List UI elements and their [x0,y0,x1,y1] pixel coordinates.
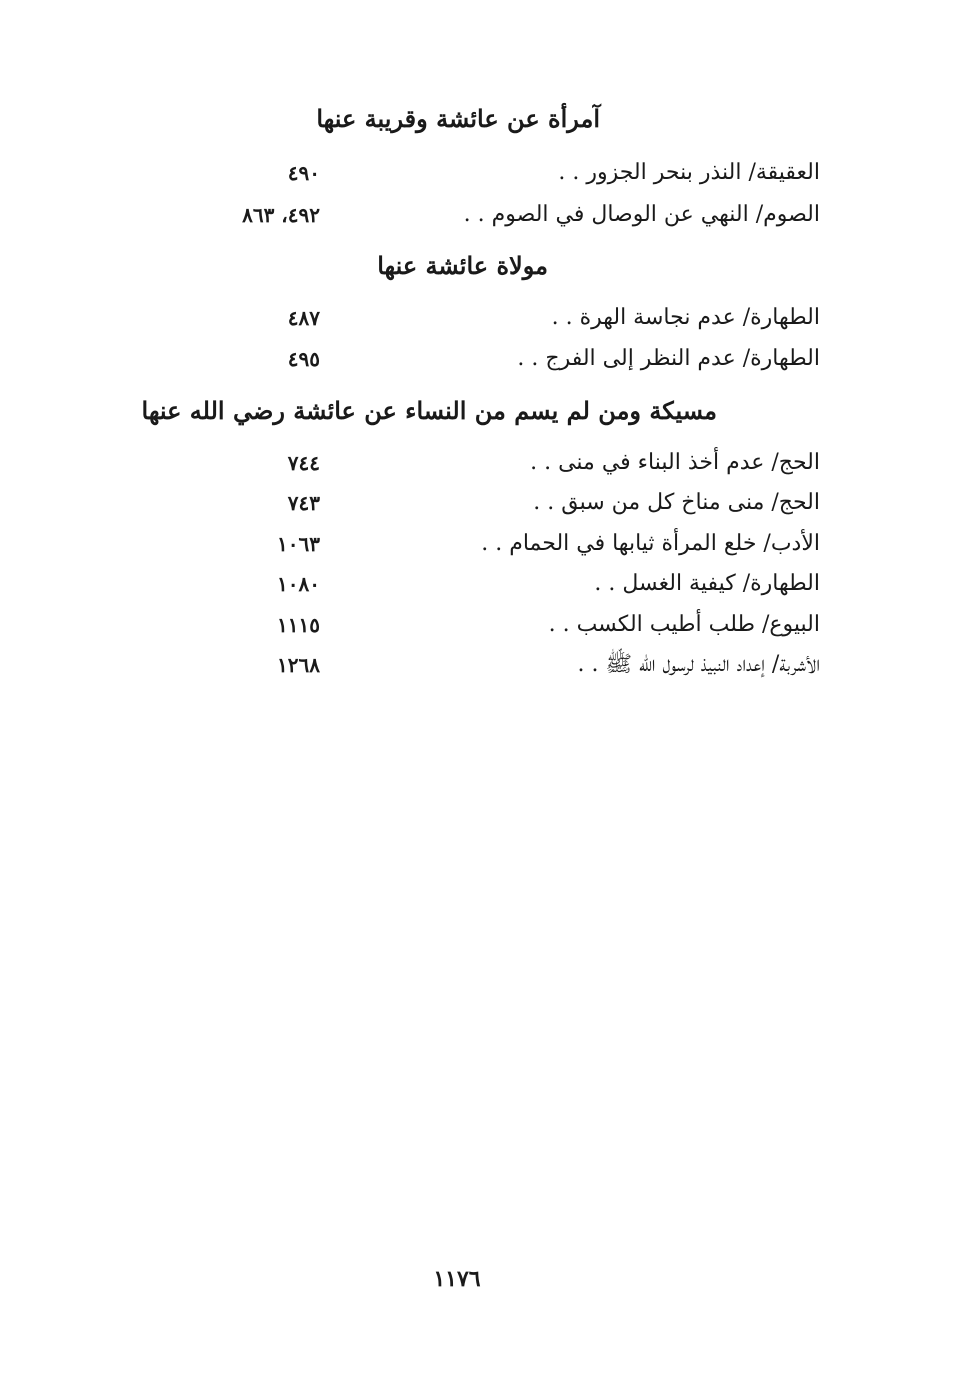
entry-page-refs: ٤٩٥ [287,347,320,371]
entry-topic: الحج/ منى مناخ كل من سبق . . [533,490,820,515]
entry-topic: الحج/ عدم أخذ البناء في منى . . [530,450,820,475]
entry-page-refs: ٧٤٤ [287,451,320,475]
entry-topic: الطهارة/ عدم نجاسة الهرة . . [551,305,820,330]
index-entry [200,485,820,521]
entry-topic: الطهارة/ كيفية الغسل . . [594,571,820,596]
entry-topic: العقيقة/ النذر بنحر الجزور . . [558,160,820,185]
index-entry [200,300,820,336]
section-heading: آمرأة عن عائشة وقريبة عنها [316,104,600,133]
index-entry [200,566,820,602]
entry-page-refs: ٤٩٢، ٨٦٣ [242,203,320,227]
entry-page-refs: ١٠٨٠ [277,572,320,596]
entry-topic: الصوم/ النهي عن الوصال في الصوم . . [463,202,820,227]
entry-page-refs: ١١١٥ [277,613,320,637]
index-entry [200,607,820,643]
section-heading: مسيكة ومن لم يسم من النساء عن عائشة رضي الله عنها [141,396,717,425]
index-entry [200,526,820,562]
entry-page-refs: ٤٩٠ [287,161,320,185]
index-entry [200,197,820,233]
entry-page-refs: ٤٨٧ [287,306,320,330]
entry-page-refs: ١٢٦٨ [277,653,320,677]
entry-topic: الطهارة/ عدم النظر إلى الفرج . . [517,346,820,371]
index-entry [200,155,820,191]
page-number: ١١٧٦ [433,1266,481,1292]
index-entry [200,445,820,481]
entry-topic: الأدب/ خلع المرأة ثيابها في الحمام . . [481,531,820,556]
entry-topic: الأشربة/ إعداد النبيذ لرسول الله ﷺ . . [577,652,820,677]
index-entry [200,341,820,377]
index-entry [200,647,820,683]
entry-topic: البيوع/ طلب أطيب الكسب . . [548,612,820,637]
entry-page-refs: ١٠٦٣ [277,532,320,556]
section-heading: مولاة عائشة عنها [377,251,548,280]
entry-page-refs: ٧٤٣ [287,491,320,515]
